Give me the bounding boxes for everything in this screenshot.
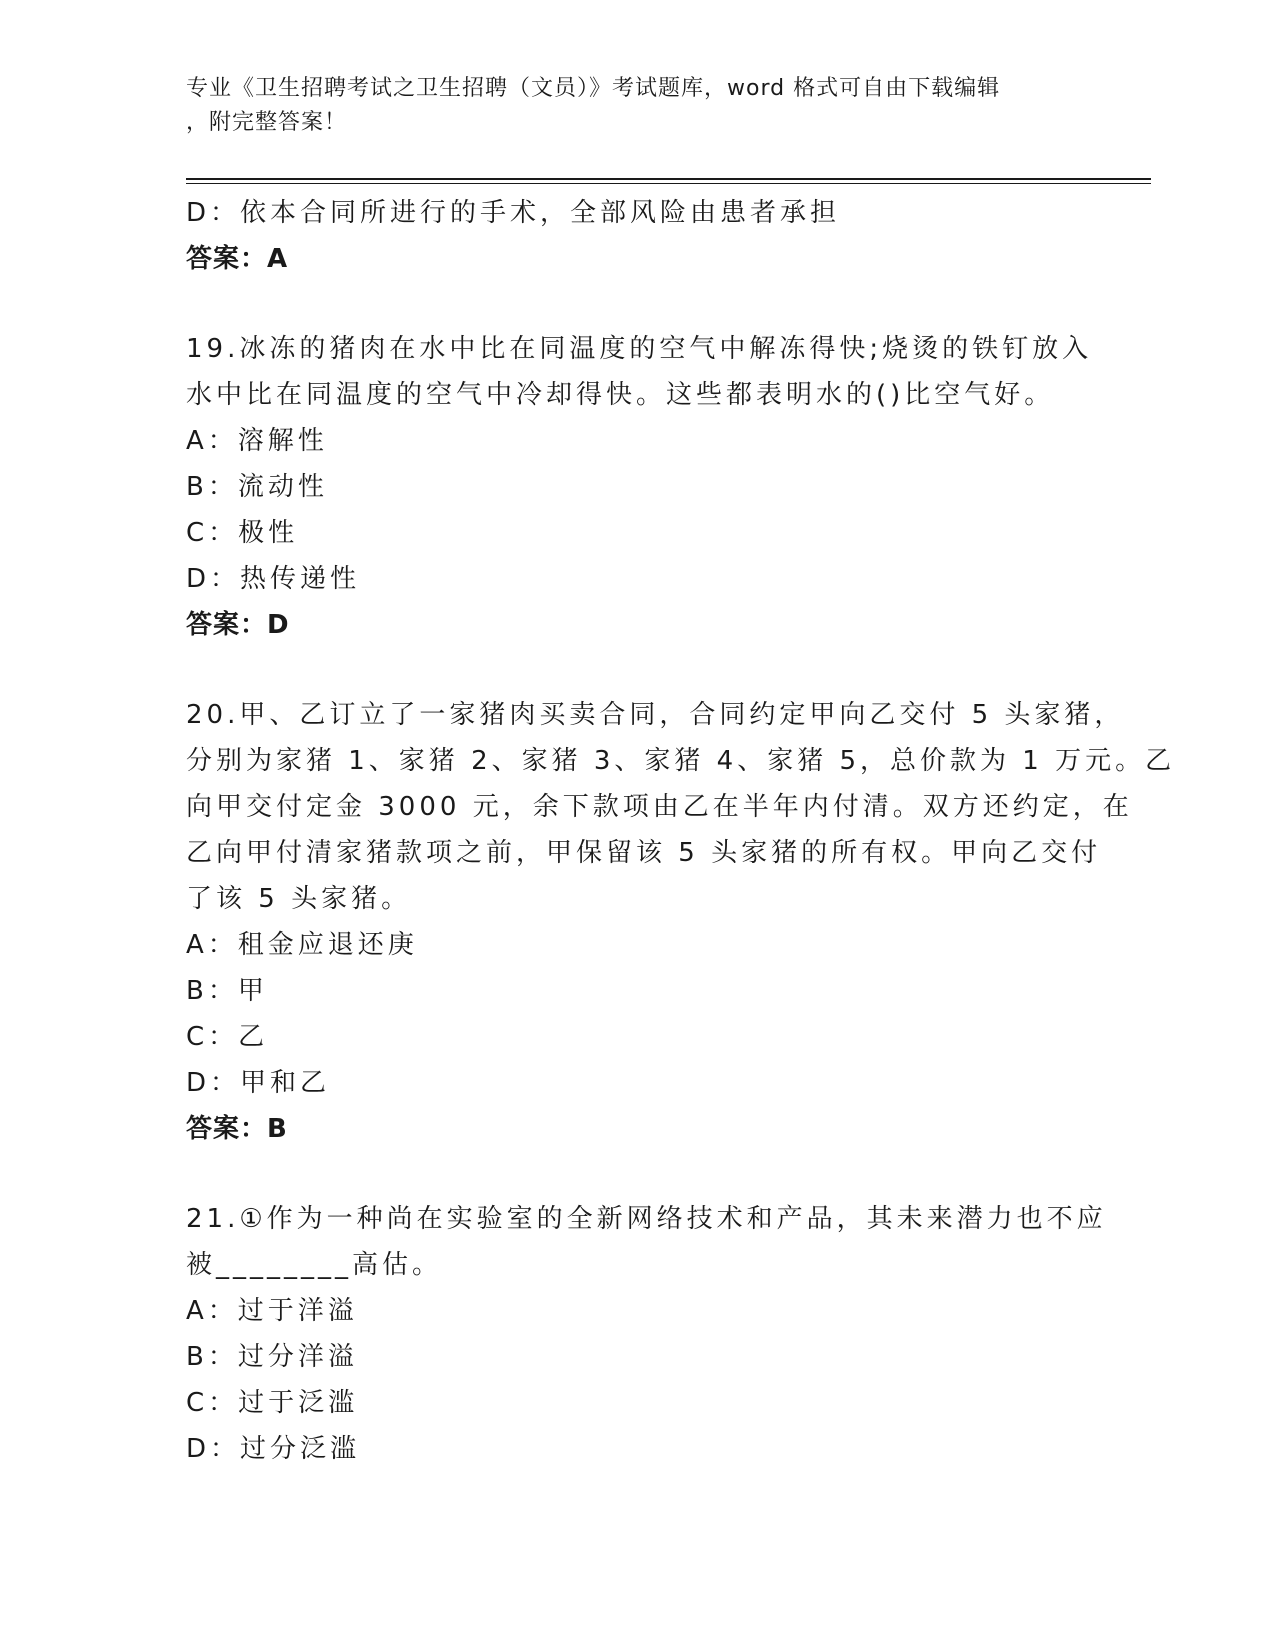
q21-stem-line-2: 被________高估。	[186, 1250, 443, 1280]
spacer	[186, 282, 1086, 326]
q20-option-a: A：租金应退还庚	[186, 930, 418, 960]
q19-answer: 答案：D	[186, 610, 290, 640]
q19-stem-line-1: 19.冰冻的猪肉在水中比在同温度的空气中解冻得快;烧烫的铁钉放入	[186, 334, 1093, 364]
q21-option-c: C：过于泛滥	[186, 1388, 359, 1418]
spacer	[186, 1152, 1086, 1196]
header-divider-thick	[186, 178, 1151, 180]
q20-stem-line-5: 了该 5 头家猪。	[186, 884, 412, 914]
q20-stem-line-2: 分别为家猪 1、家猪 2、家猪 3、家猪 4、家猪 5，总价款为 1 万元。乙	[186, 746, 1176, 776]
q19-option-d: D：热传递性	[186, 564, 361, 594]
q20-option-b: B：甲	[186, 976, 268, 1006]
question-20	[186, 692, 1176, 1152]
q19-option-c: C：极性	[186, 518, 299, 548]
q20-stem-line-4: 乙向甲付清家猪款项之前，甲保留该 5 头家猪的所有权。甲向乙交付	[186, 838, 1102, 868]
q21-option-a: A：过于洋溢	[186, 1296, 358, 1326]
question-21	[186, 1196, 1107, 1472]
question-19	[186, 326, 1093, 648]
q20-answer: 答案：B	[186, 1114, 288, 1144]
spacer	[186, 648, 1086, 692]
document-header	[186, 72, 1086, 140]
q19-option-b: B：流动性	[186, 472, 328, 502]
q19-stem-line-2: 水中比在同温度的空气中冷却得快。这些都表明水的()比空气好。	[186, 380, 1055, 410]
q18-answer: 答案：A	[186, 244, 289, 274]
q18-option-d: D：依本合同所进行的手术，全部风险由患者承担	[186, 198, 841, 228]
q19-option-a: A：溶解性	[186, 426, 328, 456]
q20-stem-line-1: 20.甲、乙订立了一家猪肉买卖合同，合同约定甲向乙交付 5 头家猪，	[186, 700, 1125, 730]
q21-option-d: D：过分泛滥	[186, 1434, 361, 1464]
q20-stem-line-3: 向甲交付定金 3000 元，余下款项由乙在半年内付清。双方还约定，在	[186, 792, 1133, 822]
header-line-1: 专业《卫生招聘考试之卫生招聘（文员）》考试题库，word 格式可自由下载编辑	[186, 76, 1001, 101]
header-divider-thin	[186, 183, 1151, 184]
q21-stem-line-1: 21.①作为一种尚在实验室的全新网络技术和产品，其未来潜力也不应	[186, 1204, 1107, 1234]
q20-option-d: D：甲和乙	[186, 1068, 331, 1098]
q20-option-c: C：乙	[186, 1022, 269, 1052]
header-line-2: ，附完整答案！	[186, 110, 348, 135]
question-18-tail	[186, 190, 1086, 282]
q21-option-b: B：过分洋溢	[186, 1342, 358, 1372]
question-list	[186, 190, 1176, 1472]
